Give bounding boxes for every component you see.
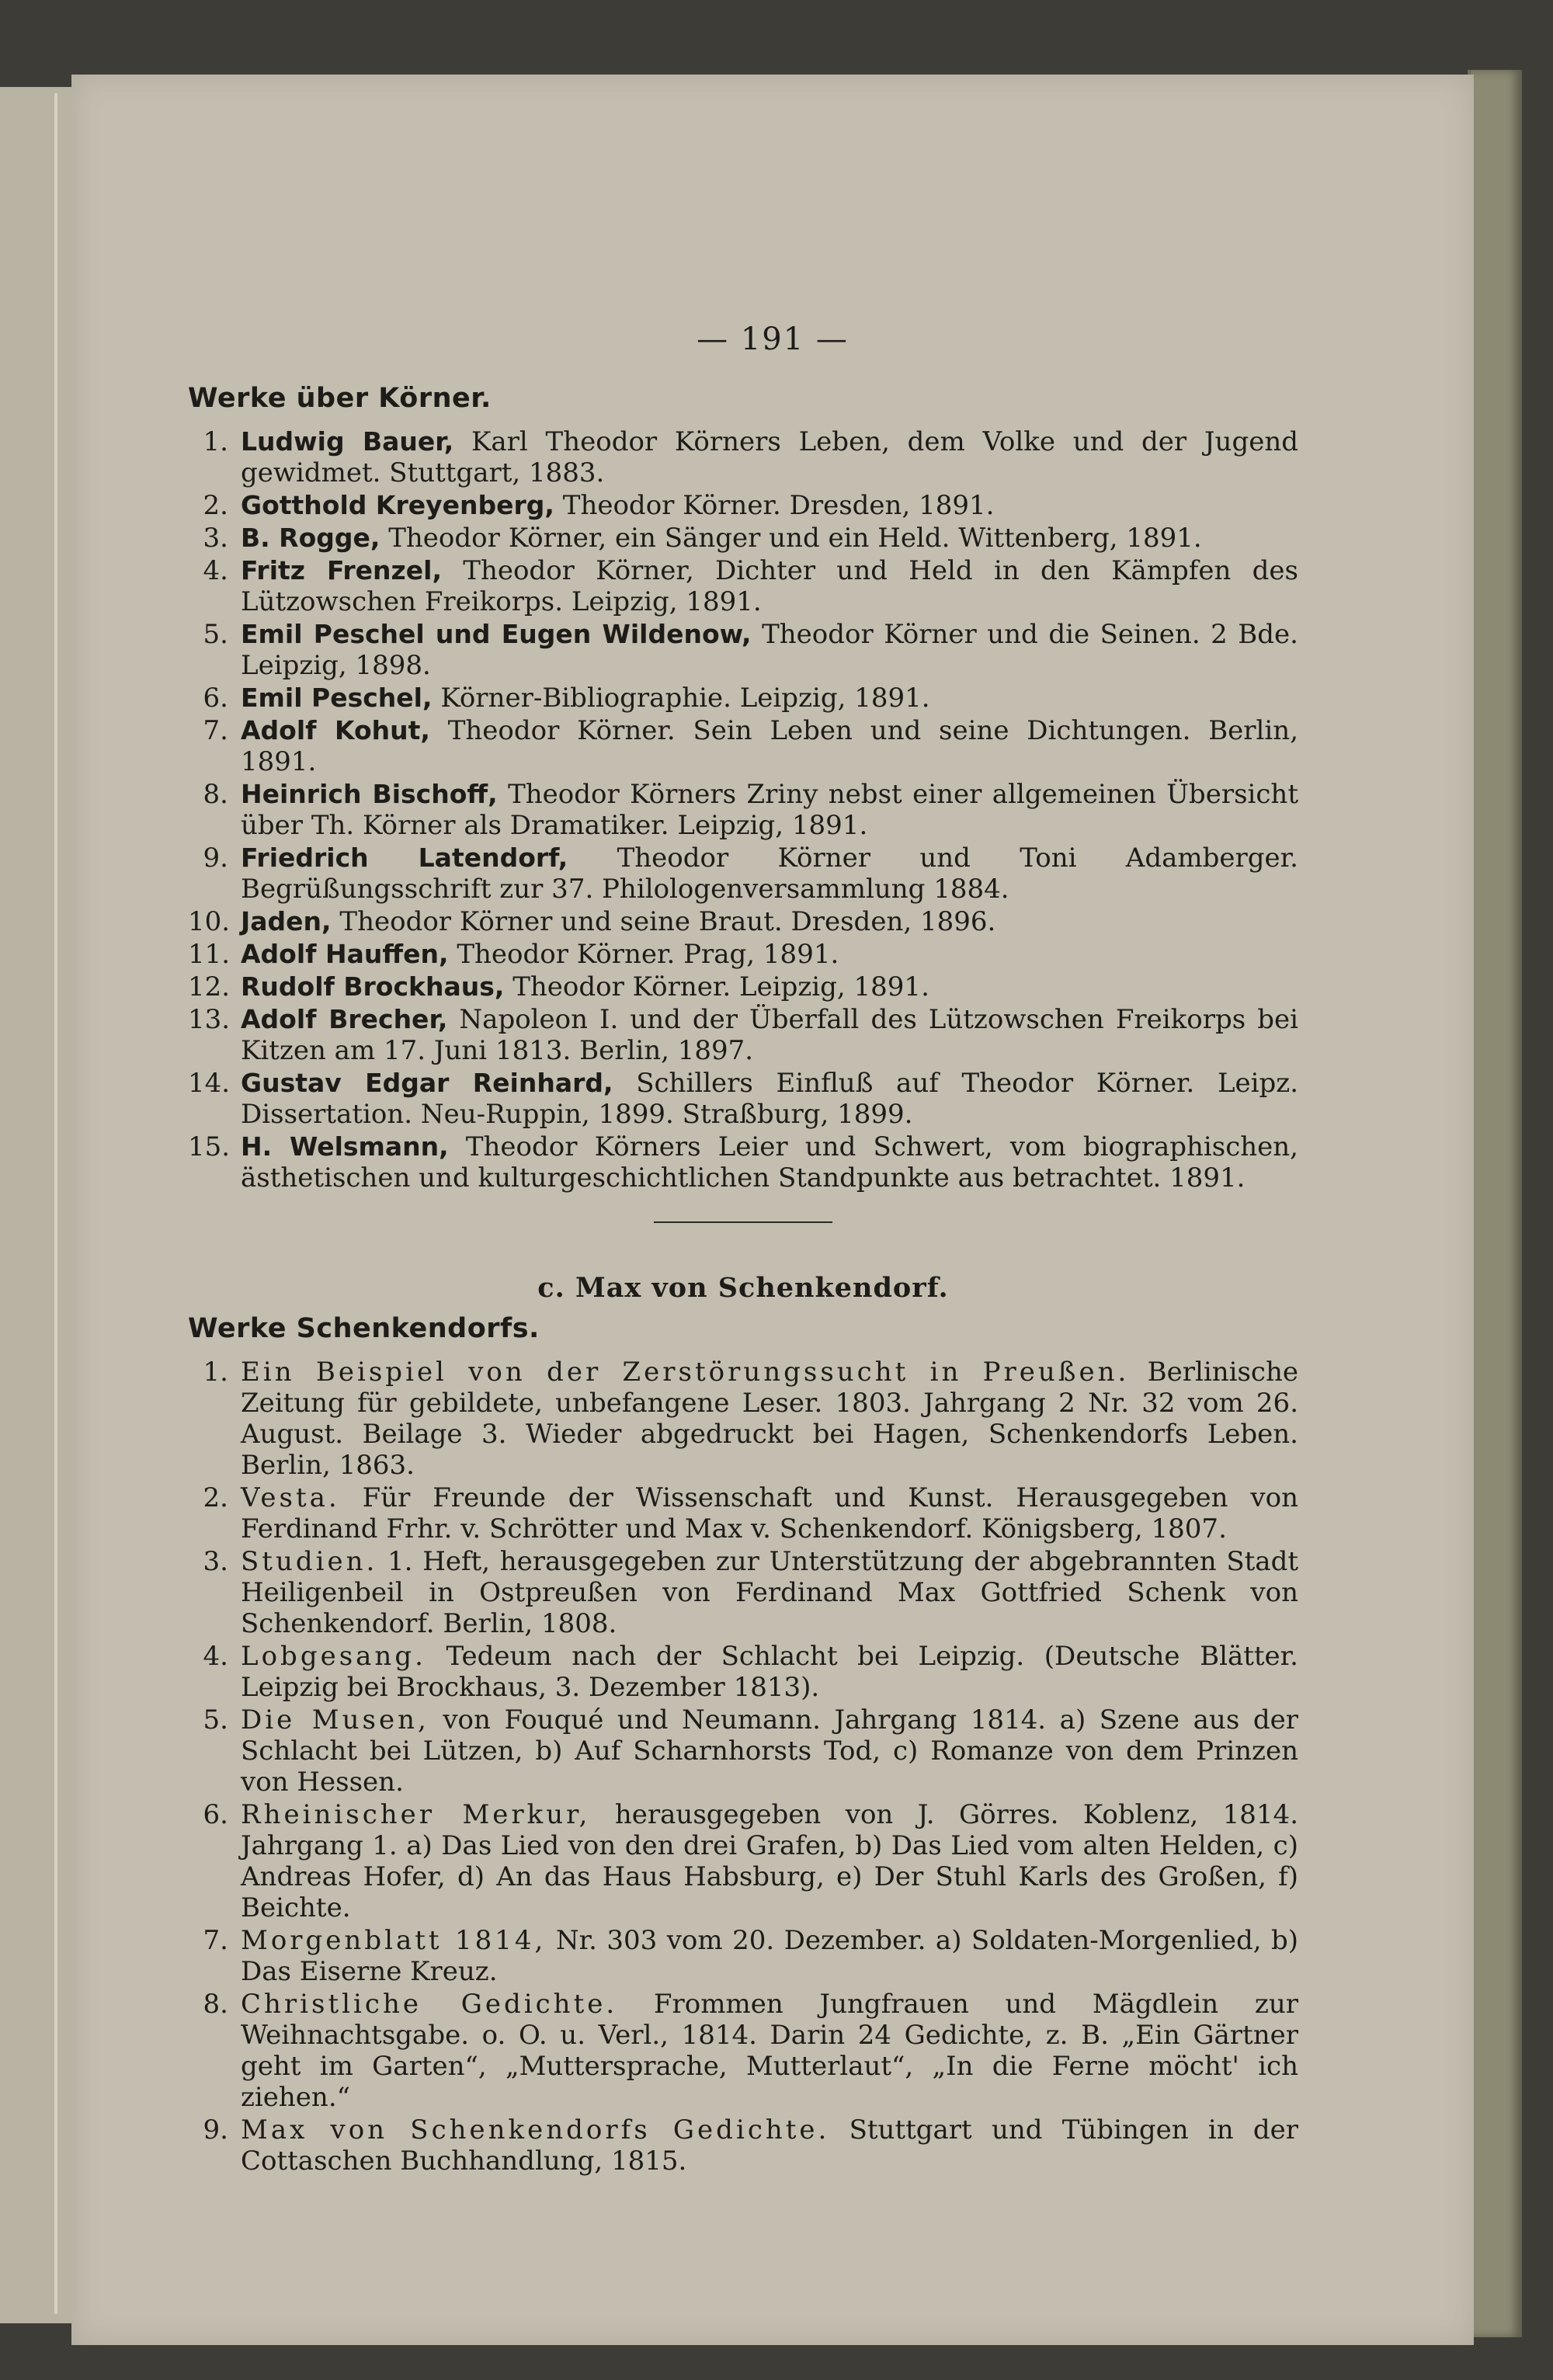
entry-author: Emil Peschel, <box>241 683 433 713</box>
list-item <box>188 1546 1298 1639</box>
entry-author: Jaden, <box>241 906 332 936</box>
entry-author: H. Welsmann, <box>241 1131 449 1162</box>
list-item <box>188 1357 1298 1481</box>
entry-text: Theodor Körner. Dresden, 1891. <box>554 490 995 521</box>
entry-title: Rheinischer Merkur, <box>241 1799 591 1830</box>
list-item <box>188 1004 1298 1066</box>
entry-title: Lobgesang. <box>241 1641 426 1672</box>
entry-number: 10. <box>188 906 231 937</box>
entry-number: 6. <box>203 683 228 714</box>
entry-number: 9. <box>203 2114 228 2145</box>
entry-author: Rudolf Brockhaus, <box>241 971 505 1002</box>
entry-text: Für Freunde der Wissenschaft und Kunst. Herausgegeben von Ferdinand Frhr. v. Schrötter und Max v. Schenkendorf. Königsberg, 1807. <box>241 1482 1298 1544</box>
entry-author: Emil Peschel und Eugen Wildenow, <box>241 619 752 649</box>
entry-author: Heinrich Bischoff, <box>241 779 498 809</box>
entry-title: Max von Schenkendorfs Gedichte. <box>241 2114 830 2145</box>
entry-number: 7. <box>203 715 228 746</box>
entry-number: 14. <box>188 1068 231 1099</box>
entry-text: Napoleon I. und der Überfall des Lützowschen Freikorps bei Kitzen am 17. Juni 1813. Berlin, 1897. <box>241 1004 1298 1066</box>
section-heading-koerner: Werke über Körner. <box>188 383 492 414</box>
subsection-title: c. Max von Schenkendorf. <box>537 1272 949 1304</box>
entry-number: 8. <box>203 1989 228 2020</box>
list-item <box>188 619 1298 681</box>
bibliography-list-koerner <box>188 426 1298 1193</box>
list-item <box>188 1068 1298 1130</box>
bibliography-list-schenkendorf <box>188 1357 1298 2177</box>
entry-author: Fritz Frenzel, <box>241 555 442 585</box>
entry-text: Theodor Körner. Sein Leben und seine Dichtungen. Berlin, 1891. <box>241 715 1299 777</box>
entry-author: Ludwig Bauer, <box>241 426 454 457</box>
entry-text: Nr. 303 vom 20. Dezember. a) Soldaten-Morgenlied, b) Das Eiserne Kreuz. <box>241 1925 1299 1987</box>
list-item <box>188 1131 1298 1193</box>
entry-text: Theodor Körner und seine Braut. Dresden, 1896. <box>331 906 996 937</box>
list-item <box>188 1482 1298 1544</box>
entry-number: 15. <box>188 1131 231 1162</box>
entry-number: 1. <box>203 1357 228 1388</box>
entry-number: 11. <box>188 939 231 970</box>
entry-number: 12. <box>188 971 231 1002</box>
entry-text: Theodor Körner. Prag, 1891. <box>448 939 839 970</box>
entry-title: Vesta. <box>241 1482 340 1513</box>
entry-text: Tedeum nach der Schlacht bei Leipzig. (Deutsche Blätter. Leipzig bei Brockhaus, 3. Dezember 1813). <box>241 1641 1298 1703</box>
entry-number: 5. <box>203 1704 228 1735</box>
entry-text: Theodor Körner und die Seinen. 2 Bde. Leipzig, 1898. <box>241 619 1298 681</box>
entry-text: Körner-Bibliographie. Leipzig, 1891. <box>432 683 930 714</box>
list-item <box>188 1704 1298 1798</box>
entry-text: Theodor Körner. Leipzig, 1891. <box>504 971 929 1002</box>
entry-number: 13. <box>188 1004 231 1035</box>
entry-title: Morgenblatt 1814, <box>241 1925 547 1956</box>
entry-title: Studien. <box>241 1546 378 1577</box>
list-item <box>188 426 1298 488</box>
list-item <box>188 1925 1298 1987</box>
page-number: — 191 — <box>697 321 849 357</box>
entry-title: Ein Beispiel von der Zerstörungssucht in Preußen. <box>241 1357 1130 1388</box>
entry-text: Stuttgart und Tübingen in der Cottaschen Buchhandlung, 1815. <box>241 2114 1298 2177</box>
list-item <box>188 2114 1298 2177</box>
list-item <box>188 906 1298 937</box>
entry-text: von Fouqué und Neumann. Jahrgang 1814. a) Szene aus der Schlacht bei Lützen, b) Auf Scharnhorsts Tod, c) Romanze von dem Prinzen von Hessen. <box>241 1704 1298 1798</box>
list-item <box>188 490 1298 521</box>
list-item <box>188 523 1298 554</box>
entry-author: Adolf Brecher, <box>241 1004 448 1034</box>
list-item <box>188 715 1298 777</box>
entry-number: 8. <box>203 779 228 810</box>
entry-number: 5. <box>203 619 228 650</box>
list-item <box>188 779 1298 841</box>
entry-text: 1. Heft, herausgegeben zur Unterstützung der abgebrannten Stadt Heiligenbeil in Ostpreußen von Ferdinand Max Gottfried Schenk von Schenkendorf. Berlin, 1808. <box>241 1546 1298 1639</box>
entry-number: 6. <box>203 1799 228 1830</box>
entry-text: Berlinische Zeitung für gebildete, unbefangene Leser. 1803. Jahrgang 2 Nr. 32 vom 26. August. Beilage 3. Wieder abgedruckt bei Hagen, Schenkendorfs Leben. Berlin, 1863. <box>241 1357 1298 1481</box>
entry-author: Friedrich Latendorf, <box>241 843 568 873</box>
page-content <box>188 381 1298 2178</box>
entry-title: Die Musen, <box>241 1704 429 1735</box>
section-divider <box>654 1221 832 1223</box>
entry-text: Frommen Jungfrauen und Mägdlein zur Weihnachtsgabe. o. O. u. Verl., 1814. Darin 24 Gedichte, z. B. „Ein Gärtner geht im Garten“, „Muttersprache, Mutterlaut“, „In die Ferne möcht' ich ziehen.“ <box>241 1989 1298 2113</box>
entry-number: 3. <box>203 523 228 554</box>
entry-text: herausgegeben von J. Görres. Koblenz, 1814. Jahrgang 1. a) Das Lied von den drei Grafen, b) Das Lied vom alten Helden, c) Andreas Hofer, d) An das Haus Habsburg, e) Der Stuhl Karls des Großen, f) Beichte. <box>241 1799 1298 1923</box>
entry-author: Adolf Kohut, <box>241 715 430 745</box>
list-item <box>188 683 1298 714</box>
entry-author: Gotthold Kreyenberg, <box>241 490 554 520</box>
list-item <box>188 1989 1298 2113</box>
entry-number: 2. <box>203 1482 228 1513</box>
entry-number: 1. <box>203 426 228 457</box>
entry-author: B. Rogge, <box>241 523 380 553</box>
list-item <box>188 1641 1298 1703</box>
book-cover-edge <box>1468 70 1522 2337</box>
entry-text: Theodor Körner, Dichter und Held in den Kämpfen des Lützowschen Freikorps. Leipzig, 1891. <box>241 555 1298 617</box>
entry-number: 7. <box>203 1925 228 1956</box>
left-page-edge <box>0 87 79 2323</box>
entry-number: 4. <box>203 555 228 586</box>
entry-author: Gustav Edgar Reinhard, <box>241 1068 613 1098</box>
list-item <box>188 555 1298 617</box>
entry-title: Christliche Gedichte. <box>241 1989 618 2020</box>
entry-text: Schillers Einfluß auf Theodor Körner. Leipz. Dissertation. Neu-Ruppin, 1899. Straßburg, 1899. <box>241 1068 1299 1130</box>
entry-text: Karl Theodor Körners Leben, dem Volke und der Jugend gewidmet. Stuttgart, 1883. <box>241 426 1298 488</box>
section-heading-schenkendorf: Werke Schenkendorfs. <box>188 1313 540 1344</box>
list-item <box>188 843 1298 905</box>
entry-text: Theodor Körner und Toni Adamberger. Begrüßungsschrift zur 37. Philologenversammlung 1884. <box>241 843 1298 905</box>
list-item <box>188 1799 1298 1923</box>
page-gutter-line <box>54 93 57 2314</box>
entry-number: 4. <box>203 1641 228 1672</box>
list-item <box>188 971 1298 1002</box>
entry-text: Theodor Körners Zriny nebst einer allgemeinen Übersicht über Th. Körner als Dramatiker. Leipzig, 1891. <box>241 779 1298 841</box>
book-page <box>71 75 1474 2345</box>
entry-number: 2. <box>203 490 228 521</box>
entry-text: Theodor Körners Leier und Schwert, vom biographischen, ästhetischen und kulturgeschichtlichen Standpunkte aus betrachtet. 1891. <box>241 1131 1298 1193</box>
entry-number: 3. <box>203 1546 228 1577</box>
list-item <box>188 939 1298 970</box>
entry-author: Adolf Hauffen, <box>241 939 449 969</box>
entry-number: 9. <box>203 843 228 874</box>
entry-text: Theodor Körner, ein Sänger und ein Held. Wittenberg, 1891. <box>380 523 1202 554</box>
